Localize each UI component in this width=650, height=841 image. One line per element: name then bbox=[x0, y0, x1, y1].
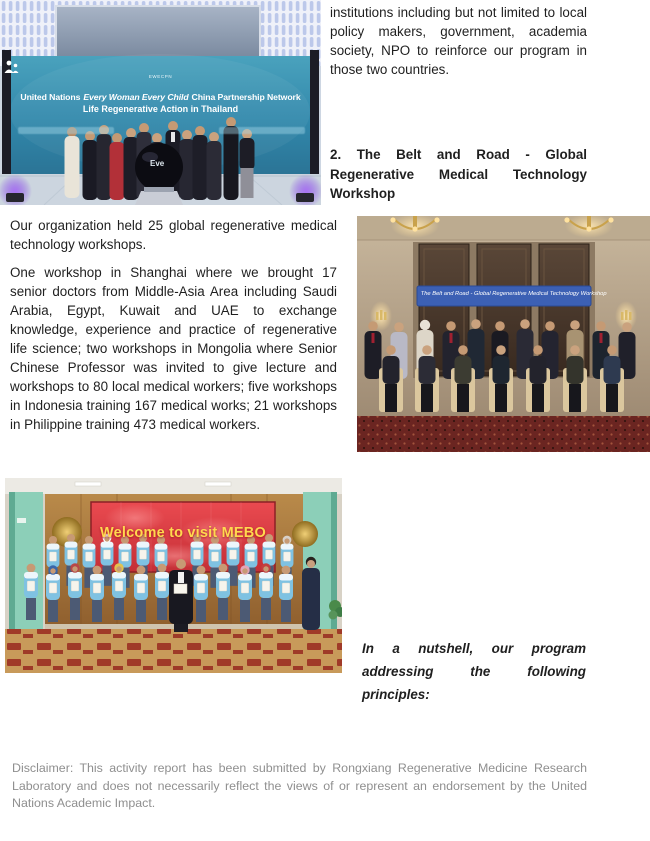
truss-right bbox=[310, 50, 319, 174]
workshop-banner-text: The Belt and Road - Global Regenerative Medical Technology Workshop bbox=[420, 291, 607, 297]
intro-text: institutions including but not limited to local policy makers, government, academia society, NPO to reinforce our program in those two countries. bbox=[330, 5, 587, 77]
photo-mebo-visit bbox=[5, 478, 342, 673]
intro-continuation-paragraph bbox=[330, 3, 587, 79]
disclaimer-text: Disclaimer: This activity report has been submitted by Rongxiang Regenerative Medicine Research Laboratory and does not necessarily reflect the views of or represent an endorsement by the United Nations Academic Impact. bbox=[12, 761, 587, 810]
banner-italic-segment: Every Woman Every Child bbox=[83, 92, 189, 102]
workshops-detail-text: One workshop in Shanghai where we brought 17 senior doctors from Middle-Asia Area including Saudi Arabia, Egypt, Kuwait and UAE to exchange knowledge, experience and practice of regenerative life science; two workshops in Mongolia where Senior Chinese Professor was invited to give lecture and workshops to 80 local medical workers; five workshops in Indonesia training 167 medical works; 21 workshops in Philippine training 473 medical workers. bbox=[10, 265, 337, 432]
section-2-heading bbox=[330, 145, 587, 204]
banner-prefix: United Nations bbox=[20, 92, 81, 102]
nutshell-text: In a nutshell, our program addressing the following principles: bbox=[362, 641, 586, 702]
launch-event-scene bbox=[0, 0, 321, 205]
photo-belt-road-workshop bbox=[357, 216, 650, 452]
mebo-screen-text: Welcome to visit MEBO bbox=[100, 525, 266, 541]
orb-label: Eve bbox=[150, 159, 165, 168]
ceiling-strip bbox=[5, 478, 342, 494]
gold-lantern-right bbox=[292, 521, 318, 547]
workshops-summary-text: Our organization held 25 global regenerative medical technology workshops. bbox=[10, 218, 337, 252]
patterned-carpet bbox=[357, 416, 650, 452]
workshops-paragraphs bbox=[10, 216, 337, 434]
projection-screen bbox=[56, 6, 260, 62]
mebo-scene bbox=[5, 478, 342, 673]
truss-left bbox=[2, 50, 11, 174]
section-2-heading-text: 2. The Belt and Road - Global Regenerative Medical Technology Workshop bbox=[330, 147, 587, 201]
photo-launch-event bbox=[0, 0, 321, 205]
tiled-floor bbox=[5, 629, 342, 673]
disclaimer bbox=[12, 760, 587, 813]
banner-title-line2: Life Regenerative Action in Thailand bbox=[82, 104, 239, 114]
launch-orb bbox=[135, 143, 183, 205]
logo-caption: EWECPN bbox=[148, 74, 173, 79]
workshop-scene bbox=[357, 216, 650, 452]
workshop-banner bbox=[417, 286, 607, 306]
plant bbox=[329, 600, 343, 620]
banner-suffix: China Partnership Network bbox=[191, 92, 301, 102]
nutshell-statement bbox=[362, 637, 586, 706]
